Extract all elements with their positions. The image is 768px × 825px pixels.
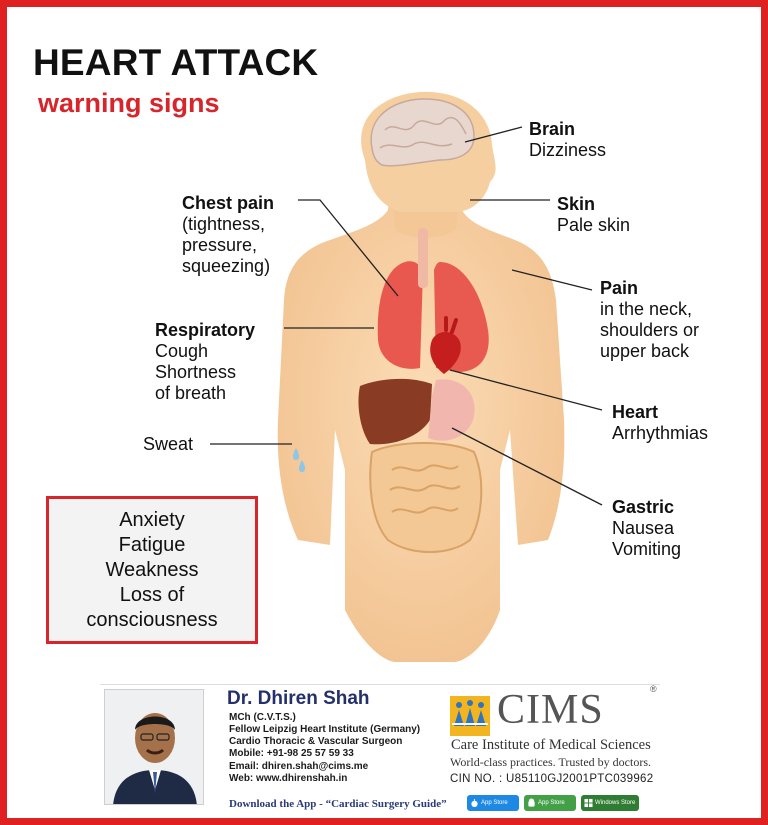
page-subtitle: warning signs <box>38 88 220 118</box>
cims-logo-text: CIMS <box>497 687 604 733</box>
label-skin: Skin Pale skin <box>557 194 631 235</box>
symptom-loss-of: Loss of <box>119 583 185 606</box>
label-pain: Pain in the neck, shoulders or upper back <box>600 278 700 361</box>
footer-divider <box>100 684 660 685</box>
label-respiratory: Respiratory Cough Shortness of breath <box>155 320 256 403</box>
label-chest-pain: Chest pain (tightness, pressure, squeezing) <box>182 193 275 276</box>
doctor-mobile[interactable]: Mobile: +91-98 25 57 59 33 <box>229 748 354 759</box>
app-store-badge[interactable]: App Store <box>467 795 519 811</box>
label-brain: Brain Dizziness <box>529 119 607 160</box>
symptom-anxiety: Anxiety <box>119 508 185 531</box>
download-app-text: Download the App - “Cardiac Surgery Guide” <box>229 798 447 810</box>
doctor-specialty: Cardio Thoracic & Vascular Surgeon <box>229 736 403 747</box>
doctor-email[interactable]: Email: dhiren.shah@cims.me <box>229 761 369 772</box>
windows-store-badge[interactable]: Windows Store <box>581 795 639 811</box>
windows-icon <box>584 798 593 808</box>
android-icon <box>527 798 536 808</box>
symptom-consciousness: consciousness <box>86 608 218 631</box>
label-sweat: Sweat <box>143 434 194 454</box>
label-heart: Heart Arrhythmias <box>612 402 709 443</box>
cims-tagline: World-class practices. Trusted by doctors. <box>450 755 651 769</box>
doctor-photo <box>104 689 204 805</box>
symptom-fatigue: Fatigue <box>118 533 186 556</box>
doctor-web[interactable]: Web: www.dhirenshah.in <box>229 773 348 784</box>
registered-mark: ® <box>650 684 657 694</box>
android-store-badge[interactable]: App Store <box>524 795 576 811</box>
cims-cin-number: CIN NO. : U85110GJ2001PTC039962 <box>450 773 654 785</box>
symptom-weakness: Weakness <box>105 558 199 581</box>
label-gastric: Gastric Nausea Vomiting <box>612 497 682 559</box>
doctor-name: Dr. Dhiren Shah <box>227 688 370 709</box>
page-title: HEART ATTACK <box>33 42 319 83</box>
intestines <box>370 443 481 552</box>
doctor-fellowship: Fellow Leipzig Heart Institute (Germany) <box>229 724 421 735</box>
apple-icon <box>470 798 479 808</box>
cims-full-name: Care Institute of Medical Sciences <box>451 737 651 753</box>
general-symptoms-box <box>46 496 258 644</box>
doctor-degree: MCh (C.V.T.S.) <box>229 712 296 723</box>
trachea <box>418 228 428 288</box>
